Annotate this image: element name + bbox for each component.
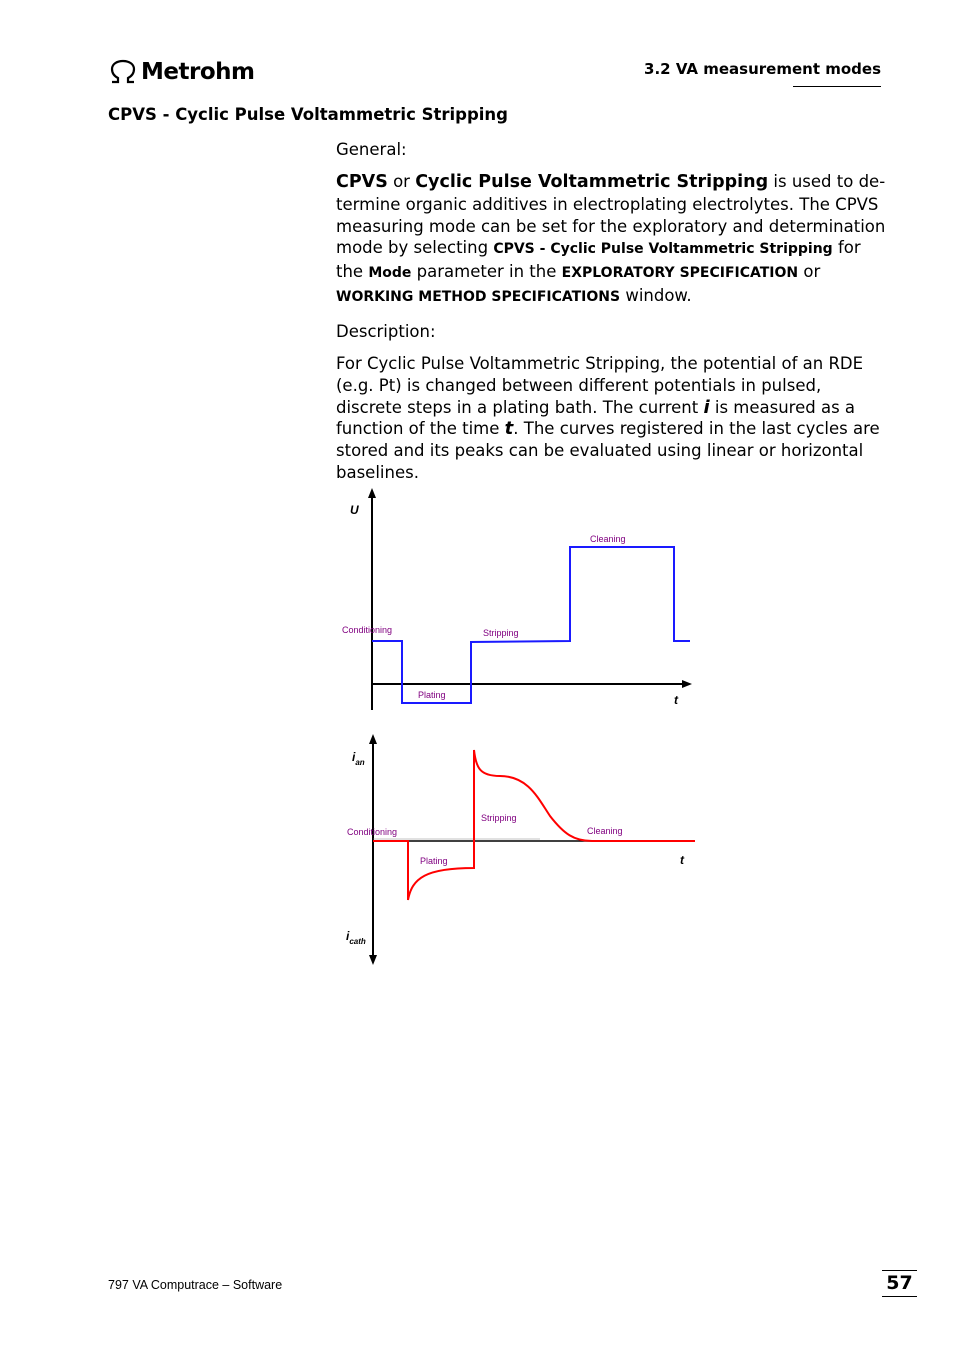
current-time-diagram [330,728,710,970]
potential-time-diagram [330,480,710,720]
general-paragraph [336,171,886,309]
phase-label-conditioning: Conditioning [342,625,393,635]
description-text-2: is measured as a function of the time [336,397,856,439]
u-axis-label: U [350,503,359,517]
term-cpvs: CPVS [336,172,388,192]
i-cathodic-label: $i_{cath}$ [346,929,366,946]
i-anodic-label: $i_{an}$ [352,750,365,767]
phase-label-cleaning: Cleaning [590,534,626,544]
term-cpvs-full: Cyclic Pulse Voltammetric Stripping [415,172,769,192]
general-text-or: or [387,172,416,191]
potential-curve [372,547,690,703]
phase-label-plating-bottom: Plating [420,856,448,866]
section-reference: 3.2 VA measurement modes [644,60,881,78]
omega-icon [108,59,138,85]
current-curve [373,750,695,900]
option-cpvs: CPVS - Cyclic Pulse Voltammetric Stripping [493,241,833,258]
i-axis-arrow-up [369,734,377,744]
i-axis-arrow-down [369,955,377,965]
description-text-3: . The curves registered in the last cycles are stored and its peaks can be evaluated using linear or horizontal baselines. [336,419,880,482]
general-text-3: parameter in the [411,262,562,282]
phase-label-cleaning-bottom: Cleaning [587,826,623,836]
t-axis-label-bottom: t [680,853,684,867]
description-label: Description: [336,322,436,341]
general-text-5: window. [620,285,692,305]
footer-product: 797 VA Computrace – Software [108,1278,283,1292]
section-heading: CPVS - Cyclic Pulse Voltammetric Stripping [108,105,508,124]
description-text-1: For Cyclic Pulse Voltammetric Stripping, the potential of an RDE (e.g. Pt) is changed between different potentials in pulsed, discrete steps in a plating bath. The current [336,354,864,417]
t-axis-arrow [682,680,692,688]
phase-label-plating: Plating [418,690,446,700]
phase-label-conditioning-bottom: Conditioning [347,827,398,837]
page-number: 57 [882,1270,917,1297]
header-rule [793,86,881,87]
general-text-2: for the [336,238,861,282]
description-paragraph [336,353,886,484]
general-text-1: is used to de-termine organic additives in electroplating electrolytes. The CPVS measuring mode can be set for the exploratory and determination mode by selecting [336,172,886,258]
u-axis-arrow [368,488,376,498]
variable-t: t [504,418,514,440]
parameter-mode: Mode [368,265,412,282]
window-working-method: WORKING METHOD SPECIFICATIONS [336,288,621,305]
window-exploratory: EXPLORATORY SPECIFICATION [561,265,799,282]
t-axis-label: t [674,693,678,707]
phase-label-stripping: Stripping [483,628,519,638]
general-text-4: or [798,262,821,282]
general-label: General: [336,140,407,159]
logo-text: Metrohm [141,59,255,85]
phase-label-stripping-bottom: Stripping [481,813,517,823]
variable-i: i [703,396,710,418]
metrohm-logo [108,56,254,88]
